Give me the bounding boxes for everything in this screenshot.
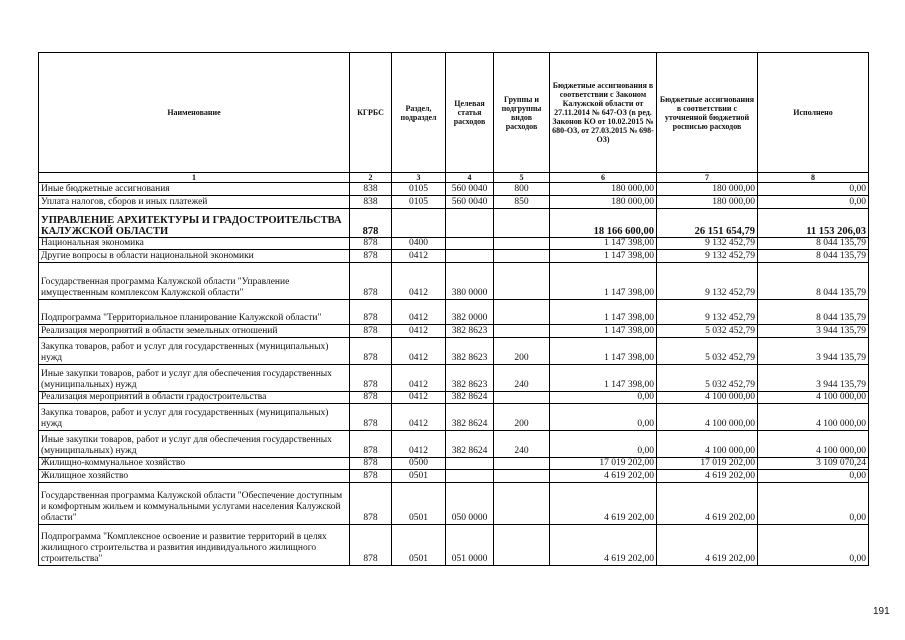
row-law-amount: 1 147 398,00 <box>550 238 657 250</box>
row-name: Закупка товаров, работ и услуг для государственных (муниципальных) нужд <box>39 404 350 431</box>
column-number: 6 <box>550 173 657 183</box>
row-exec-amount: 0,00 <box>758 470 869 483</box>
row-section: 0501 <box>392 525 446 566</box>
row-group <box>494 392 550 404</box>
row-section: 0400 <box>392 238 446 250</box>
row-roll-amount: 26 151 654,79 <box>657 209 758 238</box>
row-exec-amount: 8 044 135,79 <box>758 300 869 325</box>
table-row <box>39 300 869 325</box>
row-exec-amount: 0,00 <box>758 483 869 525</box>
row-section <box>392 209 446 238</box>
row-section: 0412 <box>392 404 446 431</box>
row-name: Другие вопросы в области национальной экономики <box>39 250 350 263</box>
row-name: Иные бюджетные ассигнования <box>39 183 350 196</box>
row-target: 382 0000 <box>446 300 494 325</box>
row-section: 0501 <box>392 470 446 483</box>
row-group <box>494 470 550 483</box>
row-exec-amount: 0,00 <box>758 183 869 196</box>
row-law-amount: 18 166 600,00 <box>550 209 657 238</box>
row-group <box>494 458 550 470</box>
row-exec-amount: 3 109 070,24 <box>758 458 869 470</box>
row-exec-amount: 4 100 000,00 <box>758 404 869 431</box>
row-target: 050 0000 <box>446 483 494 525</box>
row-target: 382 8624 <box>446 392 494 404</box>
row-name: Государственная программа Калужской области "Управление имущественным комплексом Калужской области" <box>39 263 350 300</box>
row-name: УПРАВЛЕНИЕ АРХИТЕКТУРЫ И ГРАДОСТРОИТЕЛЬСТВА КАЛУЖСКОЙ ОБЛАСТИ <box>39 209 350 238</box>
header-section: Раздел, подраздел <box>392 53 446 173</box>
row-exec-amount: 3 944 135,79 <box>758 325 869 338</box>
row-target <box>446 458 494 470</box>
row-kgrbs: 878 <box>350 300 392 325</box>
row-group <box>494 209 550 238</box>
row-name: Иные закупки товаров, работ и услуг для обеспечения государственных (муниципальных) нужд <box>39 431 350 458</box>
row-roll-amount: 4 100 000,00 <box>657 404 758 431</box>
row-section: 0105 <box>392 196 446 209</box>
table-row <box>39 183 869 196</box>
header-group: Группы и подгруппы видов расходов <box>494 53 550 173</box>
table-row <box>39 392 869 404</box>
row-exec-amount: 0,00 <box>758 196 869 209</box>
row-roll-amount: 9 132 452,79 <box>657 300 758 325</box>
column-number: 7 <box>657 173 758 183</box>
row-kgrbs: 878 <box>350 263 392 300</box>
row-target: 382 8623 <box>446 338 494 365</box>
row-name: Реализация мероприятий в области градостроительства <box>39 392 350 404</box>
row-section: 0501 <box>392 483 446 525</box>
table-row <box>39 338 869 365</box>
table-row <box>39 525 869 566</box>
row-roll-amount: 4 100 000,00 <box>657 431 758 458</box>
row-roll-amount: 5 032 452,79 <box>657 338 758 365</box>
row-exec-amount: 3 944 135,79 <box>758 365 869 392</box>
table-row <box>39 209 869 238</box>
row-section: 0412 <box>392 250 446 263</box>
row-section: 0105 <box>392 183 446 196</box>
row-law-amount: 1 147 398,00 <box>550 365 657 392</box>
row-target <box>446 470 494 483</box>
row-kgrbs: 838 <box>350 183 392 196</box>
column-number-row <box>39 173 869 183</box>
header-target: Целевая статья расходов <box>446 53 494 173</box>
row-law-amount: 0,00 <box>550 404 657 431</box>
row-kgrbs: 878 <box>350 404 392 431</box>
column-number: 5 <box>494 173 550 183</box>
row-name: Жилищное хозяйство <box>39 470 350 483</box>
row-roll-amount: 9 132 452,79 <box>657 238 758 250</box>
row-roll-amount: 9 132 452,79 <box>657 250 758 263</box>
row-target: 560 0040 <box>446 196 494 209</box>
row-section: 0412 <box>392 392 446 404</box>
row-section: 0500 <box>392 458 446 470</box>
row-name: Закупка товаров, работ и услуг для государственных (муниципальных) нужд <box>39 338 350 365</box>
row-target: 380 0000 <box>446 263 494 300</box>
row-law-amount: 4 619 202,00 <box>550 525 657 566</box>
row-section: 0412 <box>392 365 446 392</box>
table-row <box>39 470 869 483</box>
row-group <box>494 238 550 250</box>
row-kgrbs: 878 <box>350 392 392 404</box>
row-name: Иные закупки товаров, работ и услуг для обеспечения государственных (муниципальных) нужд <box>39 365 350 392</box>
row-group: 200 <box>494 338 550 365</box>
row-roll-amount: 4 619 202,00 <box>657 470 758 483</box>
row-name: Подпрограмма "Комплексное освоение и развитие территорий в целях жилищного строительства и развития индивидуального жилищного строительства" <box>39 525 350 566</box>
row-kgrbs: 838 <box>350 196 392 209</box>
table-row <box>39 365 869 392</box>
column-number: 3 <box>392 173 446 183</box>
row-target: 382 8623 <box>446 365 494 392</box>
row-law-amount: 0,00 <box>550 392 657 404</box>
table-row <box>39 263 869 300</box>
row-law-amount: 4 619 202,00 <box>550 470 657 483</box>
row-section: 0412 <box>392 431 446 458</box>
row-kgrbs: 878 <box>350 338 392 365</box>
header-name: Наименование <box>39 53 350 173</box>
row-exec-amount: 8 044 135,79 <box>758 238 869 250</box>
table-row <box>39 404 869 431</box>
row-group <box>494 483 550 525</box>
row-roll-amount: 4 619 202,00 <box>657 525 758 566</box>
row-target: 382 8624 <box>446 404 494 431</box>
header-row <box>39 53 869 173</box>
row-group: 850 <box>494 196 550 209</box>
row-kgrbs: 878 <box>350 365 392 392</box>
table-row <box>39 238 869 250</box>
row-name: Подпрограмма "Территориальное планирование Калужской области" <box>39 300 350 325</box>
row-name: Жилищно-коммунальное хозяйство <box>39 458 350 470</box>
row-kgrbs: 878 <box>350 458 392 470</box>
row-law-amount: 180 000,00 <box>550 196 657 209</box>
row-roll-amount: 4 619 202,00 <box>657 483 758 525</box>
row-section: 0412 <box>392 263 446 300</box>
row-law-amount: 1 147 398,00 <box>550 325 657 338</box>
row-target: 560 0040 <box>446 183 494 196</box>
row-roll-amount: 9 132 452,79 <box>657 263 758 300</box>
row-law-amount: 17 019 202,00 <box>550 458 657 470</box>
row-kgrbs: 878 <box>350 525 392 566</box>
row-name: Уплата налогов, сборов и иных платежей <box>39 196 350 209</box>
row-kgrbs: 878 <box>350 238 392 250</box>
row-target <box>446 238 494 250</box>
row-exec-amount: 4 100 000,00 <box>758 392 869 404</box>
table-row <box>39 325 869 338</box>
row-law-amount: 4 619 202,00 <box>550 483 657 525</box>
row-group: 200 <box>494 404 550 431</box>
row-exec-amount: 8 044 135,79 <box>758 263 869 300</box>
table-row <box>39 431 869 458</box>
row-law-amount: 180 000,00 <box>550 183 657 196</box>
row-section: 0412 <box>392 300 446 325</box>
row-target: 382 8624 <box>446 431 494 458</box>
row-group: 800 <box>494 183 550 196</box>
row-name: Государственная программа Калужской области "Обеспечение доступным и комфортным жильем и коммунальными услугами населения Калужской области" <box>39 483 350 525</box>
row-kgrbs: 878 <box>350 325 392 338</box>
row-roll-amount: 5 032 452,79 <box>657 325 758 338</box>
header-roll: Бюджетные ассигнования в соответствии с уточненной бюджетной росписью расходов <box>657 53 758 173</box>
row-law-amount: 1 147 398,00 <box>550 300 657 325</box>
row-name: Национальная экономика <box>39 238 350 250</box>
row-group <box>494 250 550 263</box>
row-group <box>494 525 550 566</box>
row-kgrbs: 878 <box>350 470 392 483</box>
row-law-amount: 1 147 398,00 <box>550 263 657 300</box>
row-kgrbs: 878 <box>350 250 392 263</box>
row-exec-amount: 4 100 000,00 <box>758 431 869 458</box>
row-group <box>494 263 550 300</box>
row-kgrbs: 878 <box>350 483 392 525</box>
row-exec-amount: 11 153 206,03 <box>758 209 869 238</box>
table-row <box>39 196 869 209</box>
row-section: 0412 <box>392 325 446 338</box>
row-group: 240 <box>494 431 550 458</box>
row-target <box>446 250 494 263</box>
column-number: 2 <box>350 173 392 183</box>
row-target: 051 0000 <box>446 525 494 566</box>
row-section: 0412 <box>392 338 446 365</box>
table-row <box>39 458 869 470</box>
row-law-amount: 0,00 <box>550 431 657 458</box>
row-target <box>446 209 494 238</box>
row-group <box>494 300 550 325</box>
row-law-amount: 1 147 398,00 <box>550 338 657 365</box>
header-exec: Исполнено <box>758 53 869 173</box>
page-number: 191 <box>873 606 890 617</box>
table-body <box>39 183 869 566</box>
row-kgrbs: 878 <box>350 431 392 458</box>
table-row <box>39 483 869 525</box>
row-kgrbs: 878 <box>350 209 392 238</box>
table-row <box>39 250 869 263</box>
row-exec-amount: 3 944 135,79 <box>758 338 869 365</box>
row-law-amount: 1 147 398,00 <box>550 250 657 263</box>
row-roll-amount: 180 000,00 <box>657 196 758 209</box>
row-group: 240 <box>494 365 550 392</box>
row-roll-amount: 17 019 202,00 <box>657 458 758 470</box>
row-roll-amount: 4 100 000,00 <box>657 392 758 404</box>
row-group <box>494 325 550 338</box>
row-target: 382 8623 <box>446 325 494 338</box>
column-number: 1 <box>39 173 350 183</box>
header-law: Бюджетные ассигнования в соответствии с Законом Калужской области от 27.11.2014 № 647-ОЗ (в ред. Законов КО от 10.02.2015 № 680-ОЗ, от 27.03.2015 № 698-ОЗ) <box>550 53 657 173</box>
row-exec-amount: 0,00 <box>758 525 869 566</box>
column-number: 8 <box>758 173 869 183</box>
column-number: 4 <box>446 173 494 183</box>
row-name: Реализация мероприятий в области земельных отношений <box>39 325 350 338</box>
row-roll-amount: 180 000,00 <box>657 183 758 196</box>
budget-table <box>38 52 869 566</box>
row-roll-amount: 5 032 452,79 <box>657 365 758 392</box>
header-kgrbs: КГРБС <box>350 53 392 173</box>
row-exec-amount: 8 044 135,79 <box>758 250 869 263</box>
